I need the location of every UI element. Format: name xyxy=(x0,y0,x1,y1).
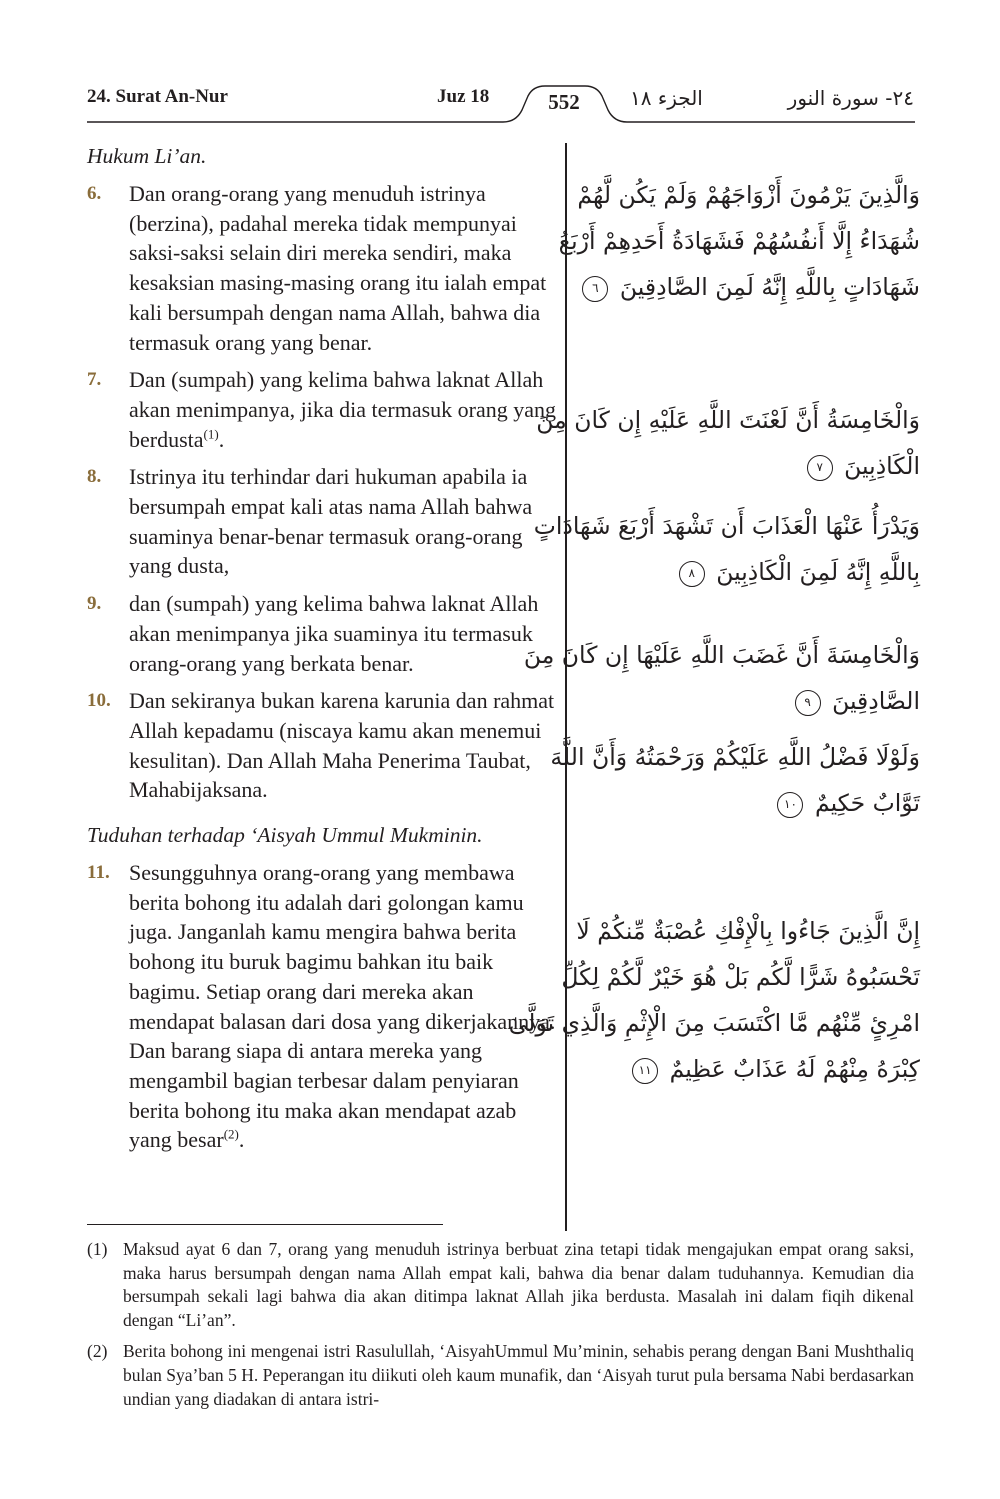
footnote-rule xyxy=(87,1224,443,1225)
verse-translation xyxy=(87,179,559,357)
verse-number: 6. xyxy=(87,183,102,204)
arabic-line: وَلَوْلَا فَضْلُ اللَّهِ عَلَيْكُمْ وَرَحْمَتُهُ وَأَنَّ اللَّهَ xyxy=(550,743,920,771)
juz-label-latin: Juz 18 xyxy=(437,86,490,107)
verse-text: Istrinya itu terhindar dari hukuman apabila ia bersumpah empat kali atas nama Allah bahwa suaminya benar-benar termasuk orang-orang yang dusta, xyxy=(129,464,533,579)
verse-text: dan (sumpah) yang kelima bahwa laknat Allah akan menimpanya jika suaminya itu termasuk orang-orang yang berkata benar. xyxy=(129,591,539,676)
arabic-line: امْرِئٍ مِّنْهُم مَّا اكْتَسَبَ مِنَ الْإِثْمِ وَالَّذِي تَوَلَّىٰ xyxy=(508,1009,920,1037)
verse-text: Sesungguhnya orang-orang yang membawa berita bohong itu adalah dari golongan kamu juga. Janganlah kamu mengira bahwa berita bohong itu buruk bagimu bahkan itu baik bagimu. Setiap orang dari mereka akan mendapat balasan dari dosa yang dikerjakannya. Dan barang siapa di antara mereka yang mengambil bagian terbesar dalam penyiaran berita bohong itu maka akan mendapat azab yang besar xyxy=(129,860,556,1153)
arabic-line: إِنَّ الَّذِينَ جَاءُوا بِالْإِفْكِ عُصْبَةٌ مِّنكُمْ لَا xyxy=(576,917,920,945)
footnote-ref[interactable]: (1) xyxy=(203,426,219,442)
verse-translation xyxy=(87,589,559,678)
verse-number: 8. xyxy=(87,466,102,488)
arabic-line: بِاللَّهِ إِنَّهُ لَمِنَ الْكَاذِبِينَ xyxy=(716,558,920,586)
header-rule xyxy=(0,0,1000,160)
verse-translation xyxy=(87,858,559,1155)
arabic-verse xyxy=(536,397,920,489)
verse-end-punct: . xyxy=(218,426,225,452)
verse-translation xyxy=(87,365,559,454)
ayah-marker-icon: ٦ xyxy=(582,276,608,302)
section-heading: Hukum Li’an. xyxy=(87,144,207,168)
arabic-verse xyxy=(558,172,920,310)
juz-label-arabic: الجزء ١٨ xyxy=(630,86,703,110)
verse-end-punct: . xyxy=(238,1127,245,1153)
arabic-verse xyxy=(508,908,920,1092)
verse-text: Dan (sumpah) yang kelima bahwa laknat Allah akan menimpanya, jika dia termasuk orang yang berdusta xyxy=(129,367,557,452)
verse-number: 11. xyxy=(87,862,110,884)
footnote xyxy=(87,1238,914,1332)
footnote-ref[interactable]: (2) xyxy=(223,1127,239,1143)
arabic-line: الصَّادِقِينَ xyxy=(832,687,920,715)
ayah-marker-icon: ١١ xyxy=(632,1058,658,1084)
footnote-number: (1) xyxy=(87,1239,108,1259)
arabic-verse xyxy=(550,734,920,826)
section-heading: Tuduhan terhadap ‘Aisyah Ummul Mukminin. xyxy=(87,823,483,848)
verse-translation xyxy=(87,462,559,581)
footnotes xyxy=(87,1238,914,1419)
arabic-line: وَالْخَامِسَةُ أَنَّ لَعْنَتَ اللَّهِ عَلَيْهِ إِن كَانَ مِنَ xyxy=(536,406,920,434)
page-number: 552 xyxy=(548,90,580,114)
arabic-line: شُهَدَاءُ إِلَّا أَنفُسُهُمْ فَشَهَادَةُ أَحَدِهِمْ أَرْبَعُ xyxy=(558,227,920,255)
verse-text: Dan orang-orang yang menuduh istrinya (berzina), padahal mereka tidak mempunyai saksi-saksi selain diri mereka sendiri, maka kesaksian masing-masing orang itu ialah empat kali bersumpah dengan nama Allah, bahwa dia termasuk orang yang benar. xyxy=(129,181,547,355)
ayah-marker-icon: ٧ xyxy=(807,455,833,481)
column-divider xyxy=(565,143,567,1231)
ayah-marker-icon: ٩ xyxy=(795,690,821,716)
footnote-text: Berita bohong ini mengenai istri Rasulullah, ‘AisyahUmmul Mu’minin, sehabis perang dengan Bani Mushthaliq bulan Sya’ban 5 H. Peperangan itu diikuti oleh kaum munafik, dan ‘Aisyah turut pula bersama Nabi berdasarkan undian yang diadakan di antara istri- xyxy=(123,1341,914,1409)
arabic-line: تَوَّابٌ حَكِيمٌ xyxy=(814,789,920,817)
footnote-text: Maksud ayat 6 dan 7, orang yang menuduh istrinya berbuat zina tetapi tidak mengajukan empat orang saksi, maka harus bersumpah dengan nama Allah empat kali, bahwa dia benar dalam tuduhannya. Kemudian dia bersumpah sekali lagi bahwa dia akan ditimpa laknat Allah jika berdusta. Masalah ini dalam fiqih dikenal dengan “Li’an”. xyxy=(123,1239,914,1330)
footnote-number: (2) xyxy=(87,1341,108,1362)
ayah-marker-icon: ٨ xyxy=(679,561,705,587)
footnote xyxy=(87,1340,914,1411)
verse-number: 10. xyxy=(87,690,111,712)
arabic-verse xyxy=(533,503,920,595)
verse-translation xyxy=(87,686,559,805)
verse-number: 9. xyxy=(87,593,102,615)
arabic-line: شَهَادَاتٍ بِاللَّهِ إِنَّهُ لَمِنَ الصَّادِقِينَ xyxy=(619,273,920,301)
arabic-line: وَالَّذِينَ يَرْمُونَ أَزْوَاجَهُمْ وَلَمْ يَكُن لَّهُمْ xyxy=(577,181,920,209)
arabic-line: الْكَاذِبِينَ xyxy=(844,452,920,480)
arabic-line: وَالْخَامِسَةَ أَنَّ غَضَبَ اللَّهِ عَلَيْهَا إِن كَانَ مِنَ xyxy=(523,641,920,669)
ayah-marker-icon: ١٠ xyxy=(777,792,803,818)
surah-title-arabic: ٢٤- سورة النور xyxy=(787,86,914,110)
translation-column xyxy=(87,142,559,1155)
arabic-line: كِبْرَهُ مِنْهُمْ لَهُ عَذَابٌ عَظِيمٌ xyxy=(669,1055,920,1083)
arabic-verse xyxy=(523,632,920,724)
surah-title-latin: 24. Surat An-Nur xyxy=(87,86,228,107)
arabic-line: وَيَدْرَأُ عَنْهَا الْعَذَابَ أَن تَشْهَدَ أَرْبَعَ شَهَادَاتٍ xyxy=(533,512,920,540)
verse-text: Dan sekiranya bukan karena karunia dan rahmat Allah kepadamu (niscaya kamu akan menemui kesulitan). Dan Allah Maha Penerima Taubat, Mahabijaksana. xyxy=(129,688,555,803)
arabic-line: تَحْسَبُوهُ شَرًّا لَّكُم بَلْ هُوَ خَيْرٌ لَّكُمْ لِكُلِّ xyxy=(561,963,920,991)
verse-number: 7. xyxy=(87,369,102,391)
